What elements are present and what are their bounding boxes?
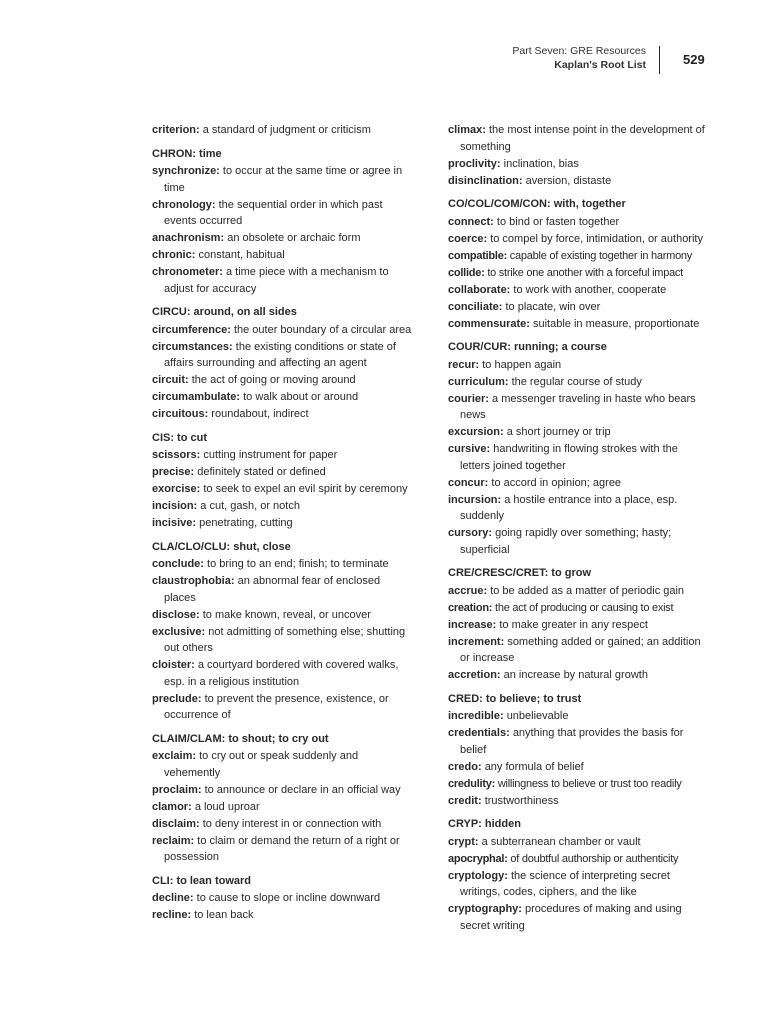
vocab-entry — [448, 441, 710, 474]
vocab-definition: an abnormal fear of enclosed places — [164, 575, 381, 604]
vocab-entry — [448, 316, 710, 333]
root-heading: CHRON: time — [152, 147, 222, 160]
vocab-entry — [152, 833, 414, 866]
vocab-entry — [448, 834, 710, 851]
vocab-entry — [152, 406, 414, 423]
vocab-term: recline: — [152, 909, 192, 921]
left-column — [152, 122, 414, 924]
vocab-term: curriculum: — [448, 375, 509, 388]
vocab-definition: a subterranean chamber or vault — [481, 835, 641, 848]
root-heading: CLI: to lean toward — [152, 874, 251, 887]
vocab-entry — [152, 230, 414, 247]
vocab-entry — [448, 424, 710, 441]
vocab-definition: to occur at the same time or agree in time — [164, 165, 403, 194]
vocab-term: circumambulate: — [152, 391, 241, 403]
vocab-definition: the act of going or moving around — [191, 374, 356, 386]
vocab-definition: anything that provides the basis for belief — [460, 727, 684, 756]
vocab-definition: of doubtful authorship or authenticity — [510, 852, 679, 865]
vocab-entry — [152, 657, 414, 690]
vocab-definition: a time piece with a mechanism to adjust for accuracy — [164, 266, 389, 295]
root-heading: CO/COL/COM/CON: with, together — [448, 198, 626, 210]
vocab-term: creation: — [448, 601, 493, 614]
vocab-definition: trustworthiness — [484, 794, 559, 807]
vocab-term: crypt: — [448, 835, 479, 848]
vocab-term: cryptology: — [448, 869, 508, 882]
vocab-entry — [152, 447, 414, 464]
vocab-entry — [152, 481, 414, 498]
vocab-entry — [152, 556, 414, 573]
vocab-term: cursory: — [448, 527, 493, 539]
vocab-term: anachronism: — [152, 232, 225, 244]
vocab-term: connect: — [448, 215, 494, 228]
root-heading: CIRCU: around, on all sides — [152, 306, 297, 318]
vocab-term: credentials: — [448, 727, 510, 739]
vocab-definition: inclination, bias — [503, 157, 579, 170]
vocab-term: incursion: — [448, 493, 502, 506]
vocab-definition: the most intense point in the development of something — [460, 124, 705, 153]
vocab-entry — [152, 197, 414, 230]
vocab-term: commensurate: — [448, 317, 530, 330]
vocab-term: reclaim: — [152, 834, 195, 847]
vocab-entry — [448, 793, 710, 810]
vocab-definition: constant, habitual — [198, 249, 285, 261]
vocab-definition: the act of producing or causing to exist — [495, 601, 674, 614]
vocab-definition: to accord in opinion; agree — [491, 476, 622, 489]
vocab-definition: roundabout, indirect — [211, 408, 309, 420]
vocab-definition: cutting instrument for paper — [203, 449, 338, 461]
vocab-term: credit: — [448, 794, 482, 807]
vocab-term: apocryphal: — [448, 852, 508, 865]
vocab-definition: an obsolete or archaic form — [227, 232, 361, 244]
vocab-entry — [448, 583, 710, 600]
vocab-definition: to bring to an end; finish; to terminate — [207, 558, 389, 570]
vocab-entry — [448, 282, 710, 299]
vocab-term: criterion: — [152, 124, 200, 136]
vocab-entry — [152, 264, 414, 297]
vocab-entry — [448, 475, 710, 492]
vocab-definition: to prevent the presence, existence, or occurrence of — [164, 692, 389, 721]
vocab-definition: the regular course of study — [511, 375, 642, 388]
vocab-entry — [448, 901, 710, 934]
vocab-definition: penetrating, cutting — [199, 517, 293, 529]
vocab-entry — [448, 725, 710, 758]
vocab-entry — [448, 759, 710, 776]
vocab-term: conciliate: — [448, 300, 503, 313]
vocab-definition: to bind or fasten together — [496, 215, 620, 228]
vocab-entry — [152, 907, 414, 924]
vocab-entry — [152, 691, 414, 724]
vocab-definition: aversion, distaste — [525, 174, 612, 187]
vocab-term: decline: — [152, 892, 194, 904]
header-divider — [659, 46, 660, 74]
vocab-entry — [448, 265, 710, 282]
vocab-definition: willingness to believe or trust too readily — [497, 777, 682, 790]
vocab-term: chronology: — [152, 198, 216, 211]
root-heading: CRED: to believe; to trust — [448, 692, 582, 705]
vocab-entry — [152, 607, 414, 624]
vocab-definition: the sequential order in which past events occurred — [164, 198, 383, 227]
vocab-definition: procedures of making and using secret writing — [460, 903, 682, 932]
vocab-term: climax: — [448, 124, 486, 136]
root-heading: COUR/CUR: running; a course — [448, 341, 607, 353]
vocab-entry — [152, 498, 414, 515]
vocab-definition: to make greater in any respect — [499, 618, 648, 631]
vocab-term: cloister: — [152, 659, 195, 671]
root-heading: CLAIM/CLAM: to shout; to cry out — [152, 732, 329, 745]
vocab-entry — [152, 464, 414, 481]
vocab-definition: a short journey or trip — [506, 426, 611, 438]
vocab-definition: to walk about or around — [243, 391, 359, 403]
vocab-term: incredible: — [448, 710, 504, 722]
vocab-term: incision: — [152, 500, 198, 512]
vocab-term: circumstances: — [152, 340, 233, 353]
vocab-entry — [152, 890, 414, 907]
chapter-title: Kaplan's Root List — [554, 59, 646, 71]
vocab-entry — [448, 248, 710, 265]
vocab-definition: going rapidly over something; hasty; superficial — [460, 527, 672, 556]
vocab-term: coerce: — [448, 232, 488, 245]
vocab-definition: to strike one another with a forceful impact — [487, 266, 683, 279]
vocab-entry — [152, 816, 414, 833]
vocab-entry — [448, 231, 710, 248]
vocab-definition: something added or gained; an addition or increase — [460, 635, 701, 664]
vocab-definition: the outer boundary of a circular area — [233, 323, 412, 336]
vocab-entry — [448, 868, 710, 901]
right-column — [448, 122, 710, 935]
vocab-entry — [448, 122, 710, 155]
vocab-term: exorcise: — [152, 483, 201, 495]
vocab-term: increase: — [448, 618, 497, 631]
vocab-entry — [152, 339, 414, 372]
vocab-definition: capable of existing together in harmony — [509, 249, 693, 262]
vocab-definition: the existing conditions or state of affairs surrounding and affecting an agent — [164, 340, 396, 369]
vocab-term: cryptography: — [448, 903, 522, 915]
vocab-definition: handwriting in flowing strokes with the letters joined together — [460, 443, 678, 472]
vocab-term: disinclination: — [448, 174, 523, 187]
vocab-definition: a messenger traveling in haste who bears news — [460, 392, 696, 421]
vocab-term: conclude: — [152, 558, 204, 570]
vocab-term: preclude: — [152, 692, 202, 705]
vocab-entry — [448, 492, 710, 525]
vocab-definition: a loud uproar — [194, 800, 260, 813]
vocab-term: compatible: — [448, 249, 507, 262]
vocab-definition: to lean back — [194, 909, 254, 921]
vocab-definition: to be added as a matter of periodic gain — [490, 584, 685, 597]
vocab-term: accrue: — [448, 584, 488, 597]
vocab-definition: to compel by force, intimidation, or authority — [490, 232, 703, 245]
vocab-entry — [448, 214, 710, 231]
vocab-definition: an increase by natural growth — [503, 669, 648, 681]
vocab-term: disclose: — [152, 608, 200, 621]
vocab-term: disclaim: — [152, 817, 200, 830]
vocab-entry — [448, 391, 710, 424]
vocab-definition: to seek to expel an evil spirit by ceremony — [203, 483, 408, 495]
vocab-entry — [152, 748, 414, 781]
vocab-entry — [152, 573, 414, 606]
section-label: Part Seven: GRE Resources — [512, 45, 646, 57]
vocab-term: credulity: — [448, 777, 496, 790]
vocab-term: courier: — [448, 392, 489, 405]
vocab-term: increment: — [448, 635, 505, 648]
vocab-definition: to happen again — [482, 358, 562, 371]
vocab-entry — [152, 122, 414, 139]
vocab-term: clamor: — [152, 800, 192, 813]
vocab-term: collide: — [448, 266, 485, 279]
vocab-entry — [152, 372, 414, 389]
vocab-entry — [152, 782, 414, 799]
vocab-definition: the science of interpreting secret writings, codes, ciphers, and the like — [460, 869, 670, 898]
vocab-term: cursive: — [448, 443, 491, 455]
vocab-definition: to cause to slope or incline downward — [196, 892, 381, 904]
root-heading: CLA/CLO/CLU: shut, close — [152, 540, 291, 553]
root-heading: CRYP: hidden — [448, 818, 521, 830]
vocab-definition: to announce or declare in an official way — [204, 783, 401, 796]
vocab-entry — [152, 389, 414, 406]
vocab-entry — [152, 247, 414, 264]
vocab-definition: suitable in measure, proportionate — [532, 317, 700, 330]
vocab-definition: a hostile entrance into a place, esp. suddenly — [460, 493, 678, 522]
vocab-entry — [152, 799, 414, 816]
vocab-term: circuitous: — [152, 408, 209, 420]
vocab-definition: unbelievable — [506, 710, 569, 722]
vocab-term: proclaim: — [152, 783, 202, 796]
vocab-entry — [448, 525, 710, 558]
vocab-definition: a cut, gash, or notch — [200, 500, 300, 512]
vocab-definition: to cry out or speak suddenly and vehemently — [164, 750, 359, 779]
vocab-entry — [448, 374, 710, 391]
vocab-term: claustrophobia: — [152, 575, 235, 587]
vocab-definition: to placate, win over — [505, 300, 601, 313]
running-head — [512, 44, 646, 72]
vocab-definition: to claim or demand the return of a right or possession — [164, 834, 400, 863]
vocab-term: exclusive: — [152, 625, 206, 638]
vocab-definition: to work with another, cooperate — [513, 283, 667, 296]
vocab-term: recur: — [448, 358, 480, 371]
vocab-definition: a standard of judgment or criticism — [202, 124, 371, 136]
vocab-term: chronometer: — [152, 266, 223, 278]
vocab-term: precise: — [152, 466, 195, 478]
vocab-entry — [448, 357, 710, 374]
page-number: 529 — [683, 52, 705, 67]
vocab-entry — [152, 322, 414, 339]
vocab-entry — [152, 624, 414, 657]
vocab-definition: any formula of belief — [484, 760, 584, 773]
vocab-term: excursion: — [448, 426, 504, 438]
vocab-entry — [152, 515, 414, 532]
vocab-term: concur: — [448, 476, 489, 489]
vocab-term: synchronize: — [152, 165, 220, 177]
vocab-term: incisive: — [152, 517, 197, 529]
vocab-entry — [448, 156, 710, 173]
vocab-entry — [448, 708, 710, 725]
vocab-entry — [152, 163, 414, 196]
vocab-term: collaborate: — [448, 283, 511, 296]
vocab-term: circumference: — [152, 323, 231, 336]
vocab-entry — [448, 851, 710, 868]
root-heading: CIS: to cut — [152, 431, 207, 444]
vocab-definition: definitely stated or defined — [197, 466, 326, 478]
vocab-entry — [448, 634, 710, 667]
vocab-entry — [448, 617, 710, 634]
vocab-term: credo: — [448, 760, 482, 773]
vocab-term: chronic: — [152, 249, 196, 261]
vocab-entry — [448, 776, 710, 793]
root-heading: CRE/CRESC/CRET: to grow — [448, 567, 591, 579]
vocab-term: accretion: — [448, 669, 501, 681]
vocab-definition: a courtyard bordered with covered walks, esp. in a religious institution — [164, 659, 399, 688]
vocab-term: proclivity: — [448, 157, 501, 170]
vocab-entry — [448, 600, 710, 617]
vocab-term: scissors: — [152, 449, 201, 461]
vocab-definition: to make known, reveal, or uncover — [202, 608, 371, 621]
vocab-entry — [448, 173, 710, 190]
vocab-definition: to deny interest in or connection with — [202, 817, 382, 830]
vocab-entry — [448, 667, 710, 684]
vocab-term: exclaim: — [152, 750, 197, 762]
vocab-entry — [448, 299, 710, 316]
vocab-definition: not admitting of something else; shutting out others — [164, 625, 406, 654]
vocab-term: circuit: — [152, 374, 189, 386]
